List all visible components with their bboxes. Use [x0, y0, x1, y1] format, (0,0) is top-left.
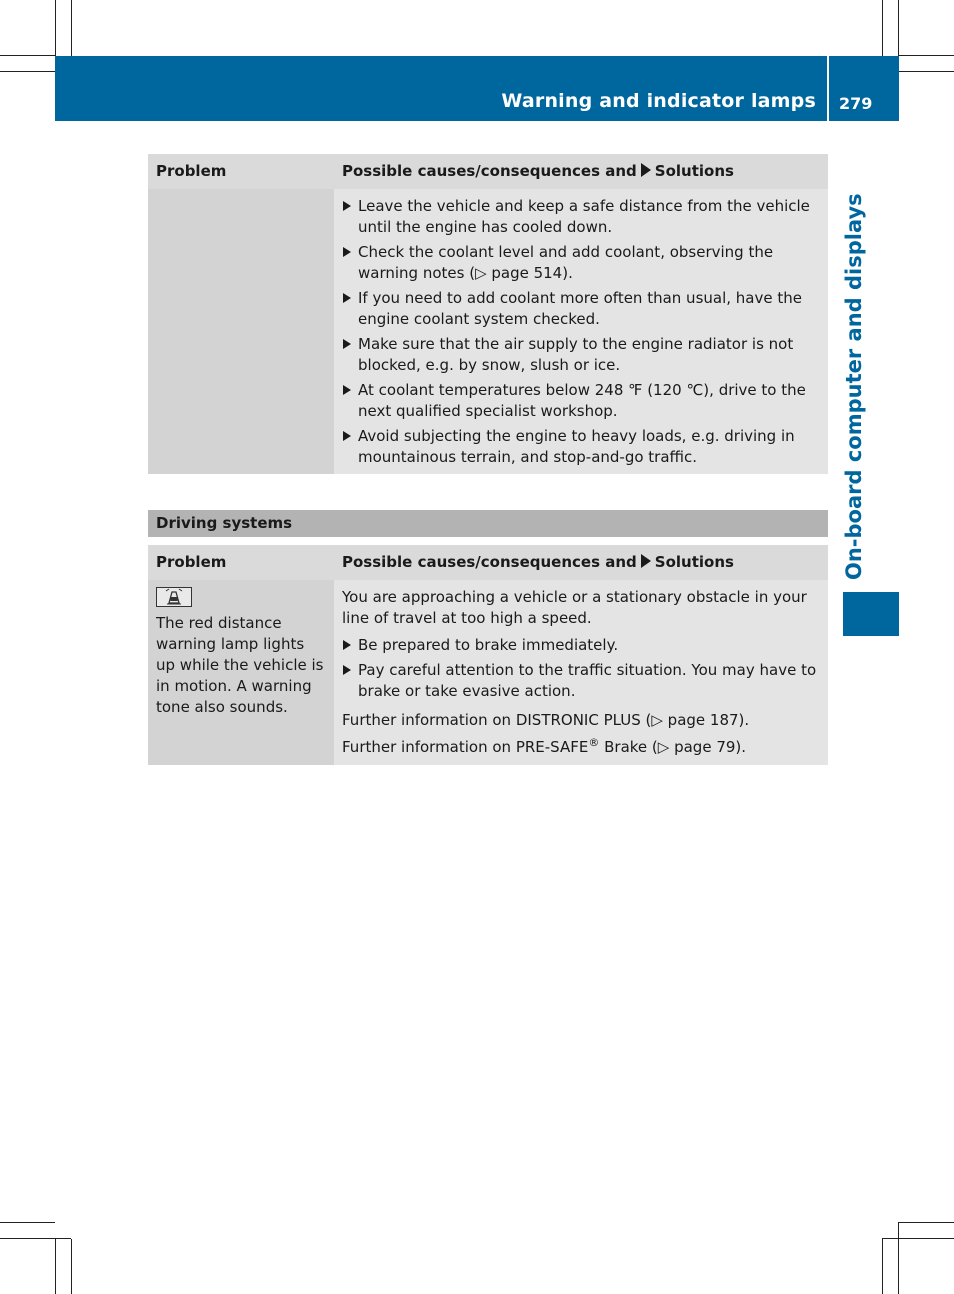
crop-mark: [55, 0, 56, 56]
crop-mark: [882, 1238, 954, 1239]
list-item-text: Be prepared to brake immediately.: [358, 636, 619, 654]
crop-mark: [899, 71, 954, 72]
col-problem: Problem: [148, 545, 334, 580]
col-problem: Problem: [148, 154, 334, 189]
list-item: [342, 196, 820, 238]
bullet-arrow-icon: [343, 640, 351, 650]
driving-systems-table: [148, 545, 828, 765]
table-header-row: [148, 154, 828, 189]
list-item-text: Leave the vehicle and keep a safe distance from the vehicle until the engine has cooled down.: [358, 197, 810, 236]
col-solutions-label-suffix: Solutions: [654, 162, 734, 180]
table-row: [148, 189, 828, 474]
col-solutions-label: Possible causes/consequences and: [342, 553, 637, 571]
col-solutions-label: Possible causes/consequences and: [342, 162, 637, 180]
arrow-icon: [641, 554, 651, 568]
side-chapter-tab: [843, 592, 899, 636]
crop-mark: [898, 0, 899, 56]
solutions-cell: [334, 189, 828, 474]
crop-mark: [0, 1238, 71, 1239]
crop-mark: [882, 0, 883, 56]
header-divider: [827, 56, 829, 121]
list-item-text: Check the coolant level and add coolant, observing the warning notes (▷ page 514).: [358, 243, 774, 282]
page-header: [55, 56, 899, 121]
bullet-arrow-icon: [343, 247, 351, 257]
list-item-text: Avoid subjecting the engine to heavy loads, e.g. driving in mountainous terrain, and stop-and-go traffic.: [358, 427, 795, 466]
crop-mark: [0, 71, 55, 72]
crop-mark: [898, 1222, 899, 1294]
bullet-arrow-icon: [343, 385, 351, 395]
side-chapter-label: On-board computer and displays: [842, 193, 866, 580]
list-item: [342, 660, 820, 702]
further-info-presafe: [342, 737, 820, 759]
solutions-list: [342, 635, 820, 702]
crop-mark: [899, 1222, 954, 1223]
intro-text: You are approaching a vehicle or a stationary obstacle in your line of travel at too high a speed.: [342, 588, 807, 627]
col-solutions: [334, 545, 828, 580]
list-item: [342, 288, 820, 330]
distance-warning-lamp-icon: [156, 587, 192, 607]
col-solutions: [334, 154, 828, 189]
section-heading-bar: [148, 510, 828, 537]
list-item: [342, 635, 820, 656]
crop-mark: [71, 0, 72, 56]
col-solutions-label-suffix: Solutions: [654, 553, 734, 571]
bullet-arrow-icon: [343, 293, 351, 303]
list-item: [342, 242, 820, 284]
problem-cell: [148, 580, 334, 765]
engine-coolant-table: [148, 154, 828, 474]
arrow-icon: [641, 163, 651, 177]
section-title: Warning and indicator lamps: [501, 90, 816, 112]
list-item: [342, 334, 820, 376]
registered-mark: ®: [588, 736, 600, 749]
bullet-arrow-icon: [343, 339, 351, 349]
crop-mark: [0, 1222, 55, 1223]
list-item: [342, 380, 820, 422]
solutions-cell: [334, 580, 828, 765]
crop-mark: [55, 1239, 56, 1294]
further-info-text: Further information on PRE-SAFE: [342, 738, 589, 756]
crop-mark: [71, 1239, 72, 1294]
list-item-text: Make sure that the air supply to the engine radiator is not blocked, e.g. by snow, slush or ice.: [358, 335, 794, 374]
problem-text: The red distance warning lamp lights up while the vehicle is in motion. A warning tone also sounds.: [156, 614, 324, 716]
list-item: [342, 426, 820, 468]
list-item-text: If you need to add coolant more often than usual, have the engine coolant system checked.: [358, 289, 802, 328]
table-header-row: [148, 545, 828, 580]
table-row: [148, 580, 828, 765]
list-item-text: Pay careful attention to the traffic situation. You may have to brake or take evasive action.: [358, 661, 817, 700]
crop-mark: [882, 1239, 883, 1294]
problem-cell: [148, 189, 334, 474]
list-item-text: At coolant temperatures below 248 ℉ (120 ℃), drive to the next qualified specialist workshop.: [358, 381, 806, 420]
solutions-list: [342, 196, 820, 468]
further-info-distronic: Further information on DISTRONIC PLUS (▷ page 187).: [342, 711, 750, 729]
bullet-arrow-icon: [343, 431, 351, 441]
further-info-text-suffix: Brake (▷ page 79).: [599, 738, 747, 756]
crop-mark: [899, 55, 954, 56]
section-heading: Driving systems: [156, 514, 293, 532]
bullet-arrow-icon: [343, 201, 351, 211]
crop-mark: [0, 55, 55, 56]
page-number: 279: [839, 94, 873, 113]
bullet-arrow-icon: [343, 665, 351, 675]
